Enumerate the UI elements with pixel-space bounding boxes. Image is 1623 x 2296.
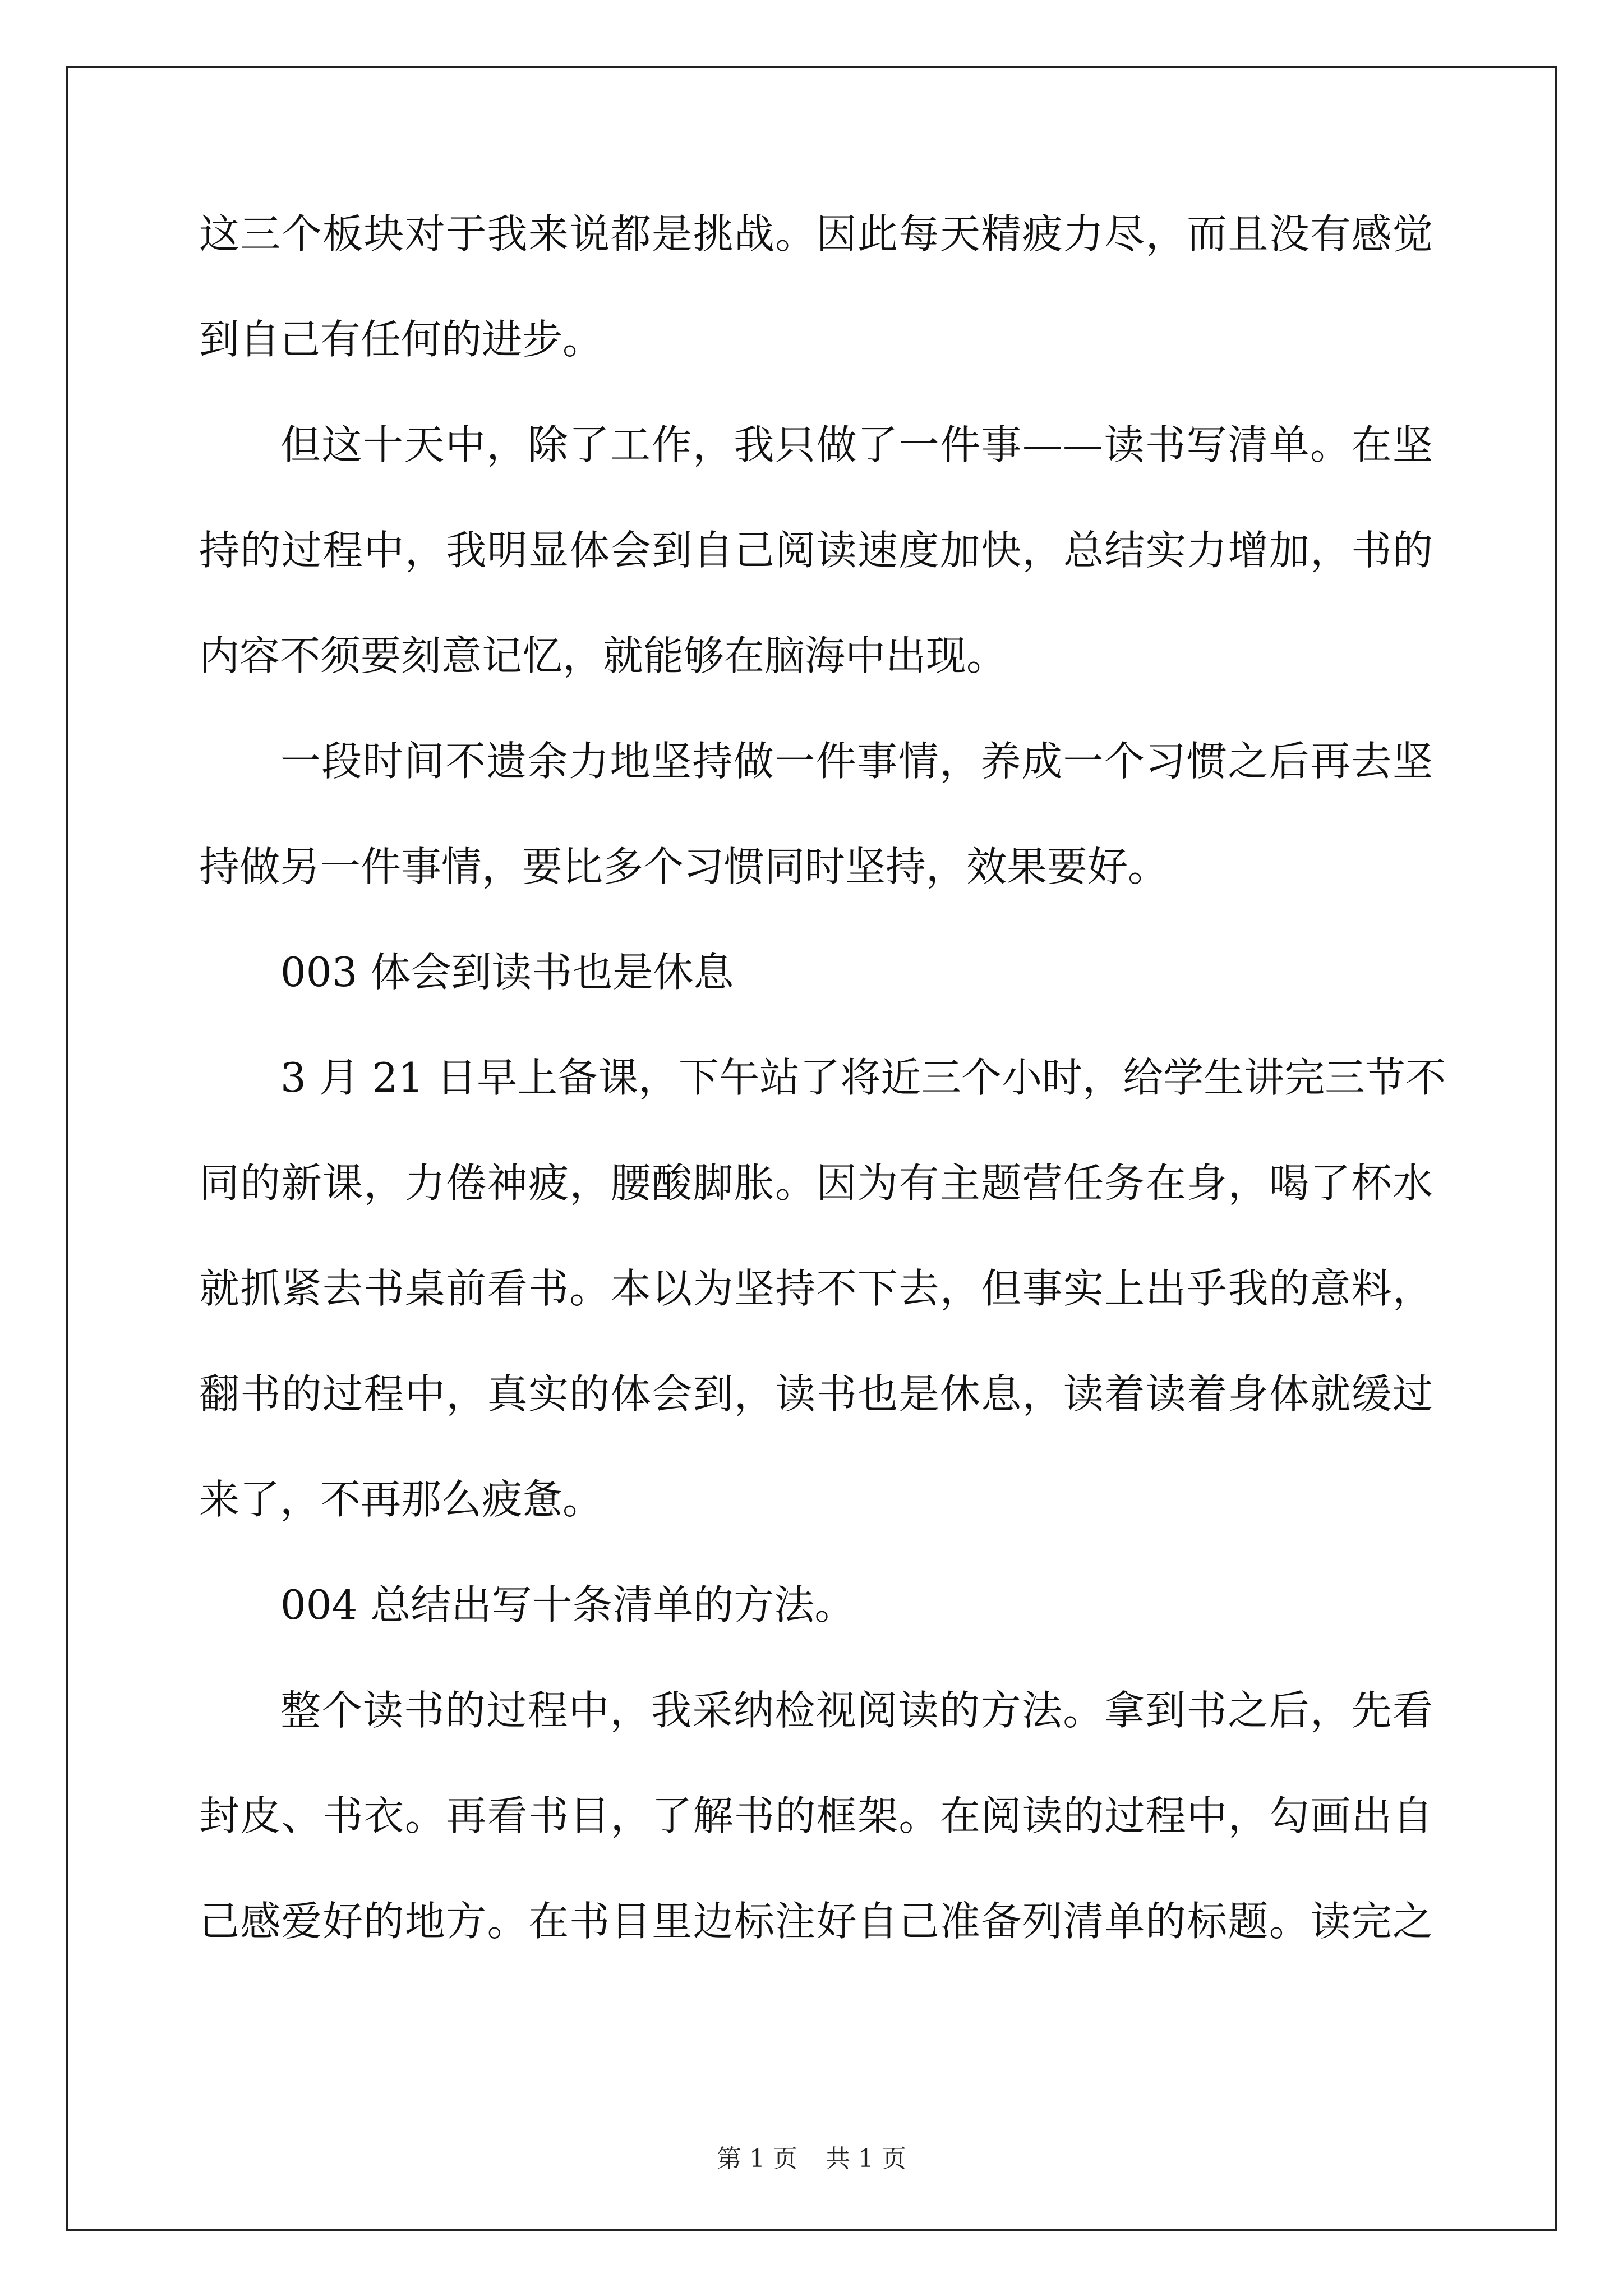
text-line: 一段时间不遗余力地坚持做一件事情，养成一个习惯之后再去坚 [280,738,1433,785]
text-line: 就抓紧去书桌前看书。本以为坚持不下去，但事实上出乎我的意料， [199,1265,1433,1312]
page-footer [0,2138,1623,2174]
text-line: 这三个板块对于我来说都是挑战。因此每天精疲力尽，而且没有感觉 [199,210,1433,257]
text-line: 3 月 21 日早上备课，下午站了将近三个小时，给学生讲完三节不 [280,1054,1446,1101]
text-line: 同的新课，力倦神疲，腰酸脚胀。因为有主题营任务在身，喝了杯水 [199,1159,1433,1207]
text-line: 内容不须要刻意记忆，就能够在脑海中出现。 [199,632,1007,679]
document-body [199,210,1446,1945]
page-number: 第 1 页 [717,2145,797,2173]
text-line: 翻书的过程中，真实的体会到，读书也是休息，读着读着身体就缓过 [199,1370,1433,1418]
page-total: 共 1 页 [826,2145,906,2173]
section-heading: 003 体会到读书也是休息 [280,949,734,996]
text-line: 持的过程中，我明显体会到自己阅读速度加快，总结实力增加，书的 [199,527,1433,574]
text-line: 持做另一件事情，要比多个习惯同时坚持，效果要好。 [199,843,1169,890]
section-heading: 004 总结出写十条清单的方法。 [280,1581,855,1628]
text-line: 整个读书的过程中，我采纳检视阅读的方法。拿到书之后，先看 [280,1687,1433,1734]
text-line: 己感爱好的地方。在书目里边标注好自己准备列清单的标题。读完之 [199,1898,1433,1945]
text-line: 到自己有任何的进步。 [199,316,603,363]
text-line: 来了，不再那么疲惫。 [199,1476,603,1523]
text-line: 封皮、书衣。再看书目，了解书的框架。在阅读的过程中，勾画出自 [199,1792,1433,1839]
text-line: 但这十天中，除了工作，我只做了一件事——读书写清单。在坚 [280,421,1433,468]
